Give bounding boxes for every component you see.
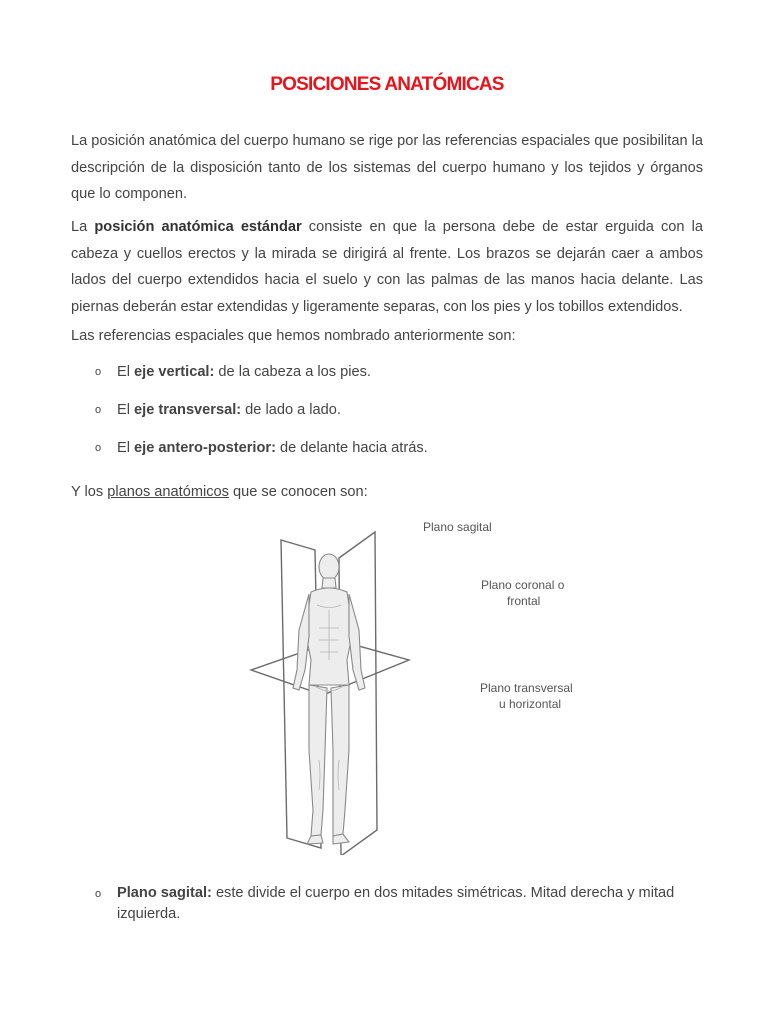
label-u-horizontal: u horizontal [499,697,562,711]
paragraph-lead: Y los [71,484,108,500]
item-term: Plano sagital: [117,885,212,901]
item-text: de lado a lado. [241,402,341,418]
item-prefix: El [117,364,135,380]
page-title: POSICIONES ANATÓMICAS [270,74,504,95]
bold-term: posición anatómica estándar [94,219,302,235]
bullet-marker: o [95,442,102,454]
anatomical-planes-figure [249,510,589,855]
item-term: eje vertical: [134,364,215,380]
label-plano-transversal: Plano transversal [480,681,573,695]
item-prefix: El [117,402,135,418]
item-text: este divide el cuerpo en dos mitades simétricas. Mitad derecha y mitad izquierda. [117,885,675,922]
human-figure [293,554,365,844]
planes-intro-paragraph [71,479,703,506]
label-plano-coronal: Plano coronal o [481,578,565,592]
bullet-marker: o [95,888,102,900]
item-term: eje antero-posterior: [134,440,276,456]
paragraph-rest: consiste en que la persona debe de estar erguida con la cabeza y cuellos erectos y la mirada se dirigirá al frente. Los brazos se dejarán caer a ambos lados del cuerpo extendidos hacia el suelo y con las palmas de las manos hacia delante. Las piernas deberán estar extendidas y ligeramente separas, con los pies y los tobillos extendidos. [71,219,703,315]
bullet-marker: o [95,366,102,378]
item-term: eje transversal: [134,402,242,418]
item-text: de la cabeza a los pies. [214,364,371,380]
standard-position-paragraph [71,214,703,320]
label-frontal: frontal [507,594,541,608]
underlined-term: planos anatómicos [107,484,229,500]
item-prefix: El [117,440,135,456]
intro-paragraph: La posición anatómica del cuerpo humano se rige por las referencias espaciales que posibilitan la descripción de la disposición tanto de los sistemas del cuerpo humano y los tejidos y órganos que lo componen. [71,133,703,202]
paragraph-lead: La [71,219,95,235]
anatomical-planes-illustration [249,510,589,855]
paragraph-rest: que se conocen son: [228,484,368,500]
bullet-marker: o [95,404,102,416]
label-plano-sagital: Plano sagital [423,520,492,534]
references-paragraph: Las referencias espaciales que hemos nombrado anteriormente son: [71,328,516,344]
item-text: de delante hacia atrás. [275,440,428,456]
